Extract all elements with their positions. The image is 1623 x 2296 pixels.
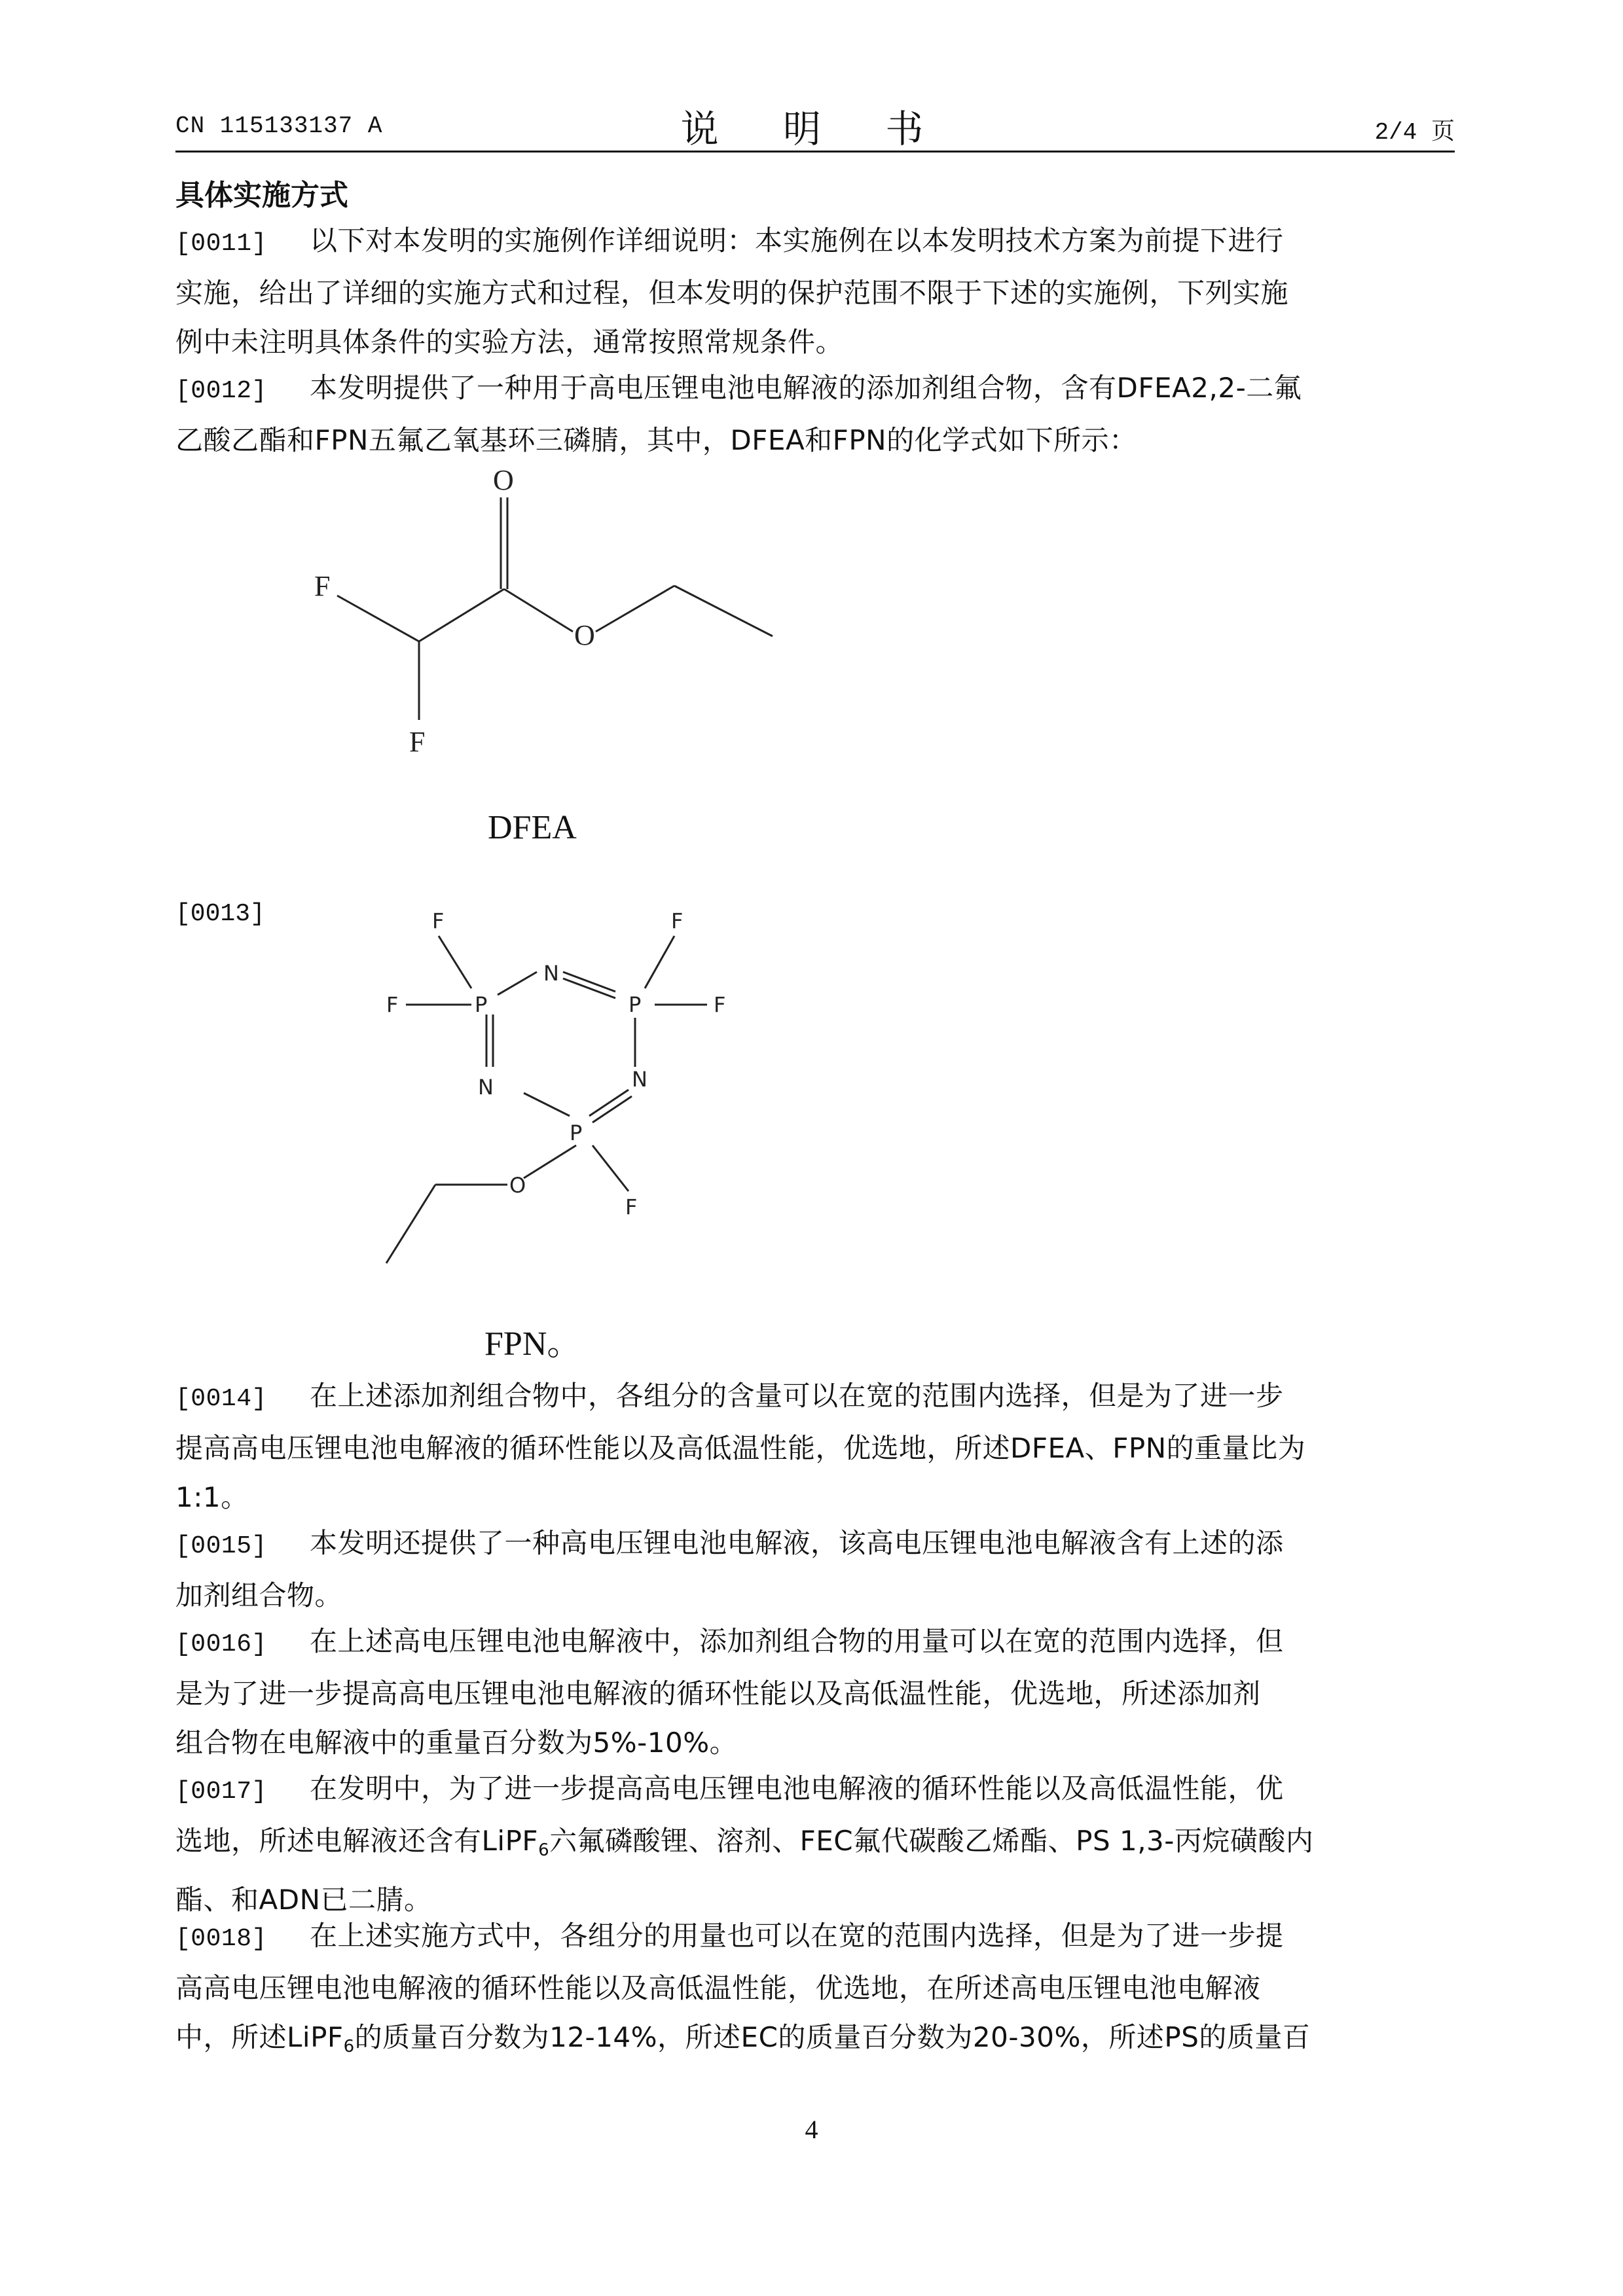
atom-label: P xyxy=(629,992,642,1017)
paragraph-line: 高高电压锂电池电解液的循环性能以及高低温性能，优选地，在所述高电压锂电池电解液 xyxy=(175,1972,1261,2004)
paragraph-line: [0018] 在上述实施方式中，各组分的用量也可以在宽的范围内选择，但是为了进一步提 xyxy=(175,1911,1455,1964)
fpn-structure xyxy=(367,884,773,1289)
fpn-label: FPN。 xyxy=(484,1325,581,1363)
atom-label: P xyxy=(570,1121,583,1145)
atom-label: F xyxy=(714,992,726,1017)
bond-line xyxy=(337,596,419,641)
paragraph-0014 xyxy=(175,1371,1455,1522)
paragraph-line: 选地，所述电解液还含有LiPF$_6$六氟磷酸锂、溶剂、FEC氟代碳酸乙烯酯、PS 1,3-丙烷磺酸内 xyxy=(175,1825,1314,1860)
paragraph-line: 实施，给出了详细的实施方式和过程，但本发明的保护范围不限于下述的实施例，下列实施 xyxy=(175,277,1289,309)
section-heading: 具体实施方式 xyxy=(175,179,348,212)
paragraph-0018 xyxy=(175,1911,1455,2072)
dfea-diagram xyxy=(288,458,786,772)
paragraph-0015 xyxy=(175,1518,1455,1620)
paragraph-number: [0011] xyxy=(175,230,267,258)
atom-label: N xyxy=(478,1075,494,1100)
atom-label: N xyxy=(632,1067,647,1092)
bond-line xyxy=(596,586,674,632)
atom-label: F xyxy=(432,908,445,933)
page-number: 4 xyxy=(805,2115,818,2144)
dfea-structure xyxy=(288,458,786,772)
paragraph-number: [0015] xyxy=(175,1532,267,1560)
bond-line xyxy=(593,1145,629,1191)
paragraph-number: [0016] xyxy=(175,1630,267,1659)
paragraph-line: 1:1。 xyxy=(175,1481,249,1513)
atom-label: O xyxy=(493,464,514,496)
paragraph-number-0013: [0013] xyxy=(175,900,265,928)
bond-line xyxy=(439,936,471,988)
atom-label: N xyxy=(543,961,559,986)
publication-number: CN 115133137 A xyxy=(175,113,383,139)
bond-line xyxy=(524,1145,576,1178)
paragraph-number: [0014] xyxy=(175,1385,267,1413)
paragraph-number: [0017] xyxy=(175,1778,267,1806)
dfea-label: DFEA xyxy=(488,809,577,846)
paragraph-line: 提高高电压锂电池电解液的循环性能以及高低温性能，优选地，所述DFEA、FPN的重量比为 xyxy=(175,1432,1306,1464)
atom-label: F xyxy=(671,908,684,933)
paragraph-line: [0017] 在发明中，为了进一步提高高电压锂电池电解液的循环性能以及高低温性能，优 xyxy=(175,1764,1455,1816)
fpn-diagram xyxy=(367,884,773,1289)
paragraph-0011 xyxy=(175,216,1455,367)
paragraph-line: 是为了进一步提高高电压锂电池电解液的循环性能以及高低温性能，优选地，所述添加剂 xyxy=(175,1677,1261,1710)
document-title: 说 明 书 xyxy=(680,107,950,151)
paragraph-line: [0015] 本发明还提供了一种高电压锂电池电解液，该高电压锂电池电解液含有上述的添 xyxy=(175,1518,1455,1571)
bond-line xyxy=(419,589,504,641)
paragraph-line: [0012] 本发明提供了一种用于高电压锂电池电解液的添加剂组合物，含有DFEA2,2-二氟 xyxy=(175,363,1455,416)
paragraph-number: [0012] xyxy=(175,377,267,405)
paragraph-line: 中，所述LiPF$_6$的质量百分数为12-14%，所述EC的质量百分数为20-30%，所述PS的质量百 xyxy=(175,2021,1311,2056)
paragraph-line: [0011] 以下对本发明的实施例作详细说明：本实施例在以本发明技术方案为前提下进行 xyxy=(175,216,1455,268)
atom-label: P xyxy=(475,992,488,1017)
atom-label: O xyxy=(574,619,595,651)
paragraph-line: 例中未注明具体条件的实验方法，通常按照常规条件。 xyxy=(175,326,844,358)
bond-line xyxy=(504,589,573,632)
ring-bond xyxy=(498,972,537,995)
page-header xyxy=(175,98,1455,164)
bond-line xyxy=(386,1185,435,1263)
ring-bond xyxy=(524,1093,570,1116)
paragraph-0016 xyxy=(175,1617,1455,1767)
atom-label: F xyxy=(409,726,426,758)
atom-label: F xyxy=(386,992,399,1017)
atom-label: F xyxy=(314,570,331,602)
paragraph-line: 加剂组合物。 xyxy=(175,1579,343,1611)
paragraph-number: [0018] xyxy=(175,1925,267,1953)
page-indicator: 2/4 页 xyxy=(1374,119,1455,146)
atom-label: O xyxy=(509,1173,526,1198)
paragraph-line: 酯、和ADN已二腈。 xyxy=(175,1884,432,1916)
bond-line xyxy=(645,936,674,988)
paragraph-line: 乙酸乙酯和FPN五氟乙氧基环三磷腈，其中，DFEA和FPN的化学式如下所示： xyxy=(175,424,1137,456)
header-rule xyxy=(175,151,1455,152)
paragraph-0017 xyxy=(175,1764,1455,1924)
atom-label: F xyxy=(625,1194,638,1219)
bond-line xyxy=(674,586,773,636)
paragraph-line: [0014] 在上述添加剂组合物中，各组分的含量可以在宽的范围内选择，但是为了进一步 xyxy=(175,1371,1455,1424)
paragraph-0012 xyxy=(175,363,1455,465)
paragraph-line: [0016] 在上述高电压锂电池电解液中，添加剂组合物的用量可以在宽的范围内选择，但 xyxy=(175,1617,1455,1669)
paragraph-line: 组合物在电解液中的重量百分数为5%-10%。 xyxy=(175,1727,738,1759)
